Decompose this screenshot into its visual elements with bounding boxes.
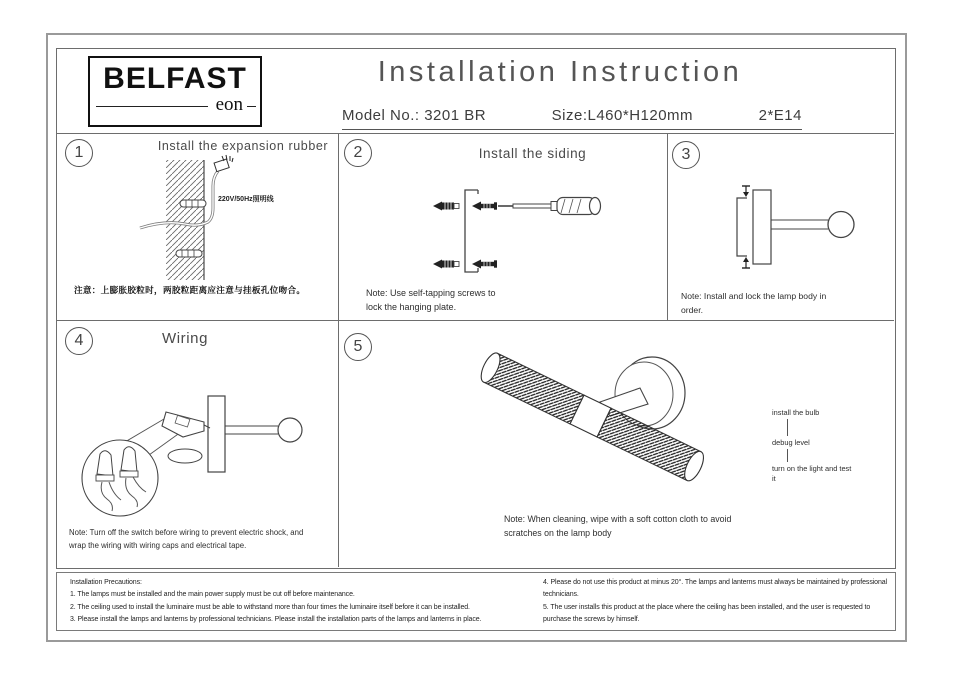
precaution-item-3: 3. Please install the lamps and lanterns by professional technicians. Please install the installation parts of the lamps and lanterns in place. — [70, 616, 482, 624]
hanging-plate — [465, 190, 478, 272]
step-4-title: Wiring — [161, 330, 209, 347]
brand-name: BELFAST — [103, 62, 247, 95]
wall-plug-top — [433, 202, 459, 211]
step-3-badge — [672, 141, 700, 169]
logo-rule — [96, 106, 208, 107]
precautions-heading: Installation Precautions: — [70, 579, 142, 586]
model-info-row — [342, 107, 802, 130]
bulb-spec: 2*E14 — [758, 107, 802, 124]
brand-subname: eon — [215, 94, 243, 115]
wall-wire-drawing — [130, 150, 305, 288]
step-1-badge — [65, 139, 93, 167]
mount-bracket — [737, 198, 747, 256]
brand-logo — [88, 56, 262, 127]
size-spec: Size:L460*H120mm — [551, 107, 694, 124]
step-5-substep-3: turn on the light and test it — [772, 464, 852, 483]
magnifier-circle — [82, 440, 158, 516]
step-2-title: Install the siding — [478, 146, 587, 161]
step-5-note — [504, 512, 731, 540]
substep-connector-1 — [787, 419, 788, 436]
page-title: Installation Instruction — [377, 56, 743, 88]
grid-divider-4 — [338, 320, 339, 567]
wall-plug-bottom — [433, 260, 459, 269]
step-3-note-line2: order. — [681, 305, 703, 315]
wiring-drawing — [63, 392, 318, 532]
step-2-number: 2 — [353, 144, 363, 161]
screw-bottom — [472, 260, 497, 269]
step-2-note-line1: Note: Use self-tapping screws to — [366, 288, 496, 298]
wall-hatch — [166, 160, 204, 280]
precaution-item-1: 1. The lamps must be installed and the main power supply must be cut off before maintenance. — [70, 591, 355, 599]
back-plate — [753, 190, 771, 264]
screw-top — [472, 202, 497, 211]
lamp-body-drawing — [725, 183, 860, 273]
step-5-badge — [344, 333, 372, 361]
step-3-note-line1: Note: Install and lock the lamp body in — [681, 291, 827, 301]
magnifier-leader-2 — [125, 419, 164, 442]
magnifier-leader-1 — [149, 432, 181, 455]
canopy-ring — [168, 449, 202, 463]
wire-voltage-label: 220V/50Hz照明线 — [218, 196, 274, 203]
wall-plate — [208, 396, 225, 472]
expansion-plug-lower — [176, 250, 202, 257]
finished-lamp-drawing — [450, 340, 760, 500]
step-1-number: 1 — [74, 144, 84, 161]
step-5-substep-2: debug level — [772, 438, 810, 447]
lamp-holder — [162, 412, 210, 437]
substep-connector-2 — [787, 449, 788, 462]
lock-pin-top — [742, 186, 750, 197]
step-3-note — [681, 289, 826, 317]
logo-dash — [247, 106, 256, 107]
step-5-substep-1: install the bulb — [772, 408, 820, 417]
precaution-item-2: 2. The ceiling used to install the luminaire must be able to withstand more than four times the luminaire itself before it can be installed. — [70, 603, 470, 611]
hanging-plate-drawing — [420, 182, 610, 282]
header-divider — [56, 133, 894, 134]
step-2-note — [366, 286, 496, 314]
grid-divider-2 — [667, 133, 668, 320]
step-5-note-line1: Note: When cleaning, wipe with a soft cotton cloth to avoid — [504, 514, 732, 524]
step-2-note-line2: lock the hanging plate. — [366, 302, 457, 312]
precaution-item-5: 5. The user installs this product at the place where the ceiling has been installed, and the user is requested to purchase the screws by himself. — [543, 603, 871, 624]
lock-pin-bottom — [742, 257, 750, 268]
precautions-left — [70, 577, 540, 627]
lamp-ball-end — [828, 212, 854, 238]
step-4-number: 4 — [74, 332, 84, 349]
step-4-badge — [65, 327, 93, 355]
step-4-note-line2: wrap the wiring with wiring caps and electrical tape. — [69, 540, 247, 550]
step-4-note-line1: Note: Turn off the switch before wiring to prevent electric shock, and — [69, 528, 304, 537]
step-5-note-line2: scratches on the lamp body — [504, 528, 612, 538]
precautions-right — [543, 577, 891, 627]
expansion-plug-upper — [180, 200, 206, 207]
grid-divider-1 — [338, 133, 339, 320]
step-3-number: 3 — [681, 146, 691, 163]
grid-divider-3 — [56, 320, 894, 321]
screwdriver — [498, 198, 601, 215]
step-5-number: 5 — [353, 338, 363, 355]
step-1-note: 注意：上膨胀胶粒时，两胶粒距离应注意与挂板孔位吻合。 — [74, 285, 306, 295]
step-4-note — [69, 527, 303, 552]
step-2-badge — [344, 139, 372, 167]
step-1-title: Install the expansion rubber — [157, 139, 329, 153]
arm-ball-end — [278, 418, 302, 442]
brand-subrow — [96, 96, 256, 116]
precaution-item-4: 4. Please do not use this product at minus 20°. The lamps and lanterns must always be maintained by professional technicians. — [543, 579, 888, 599]
model-number: Model No.: 3201 BR — [342, 107, 487, 124]
wire-plug — [214, 155, 233, 172]
